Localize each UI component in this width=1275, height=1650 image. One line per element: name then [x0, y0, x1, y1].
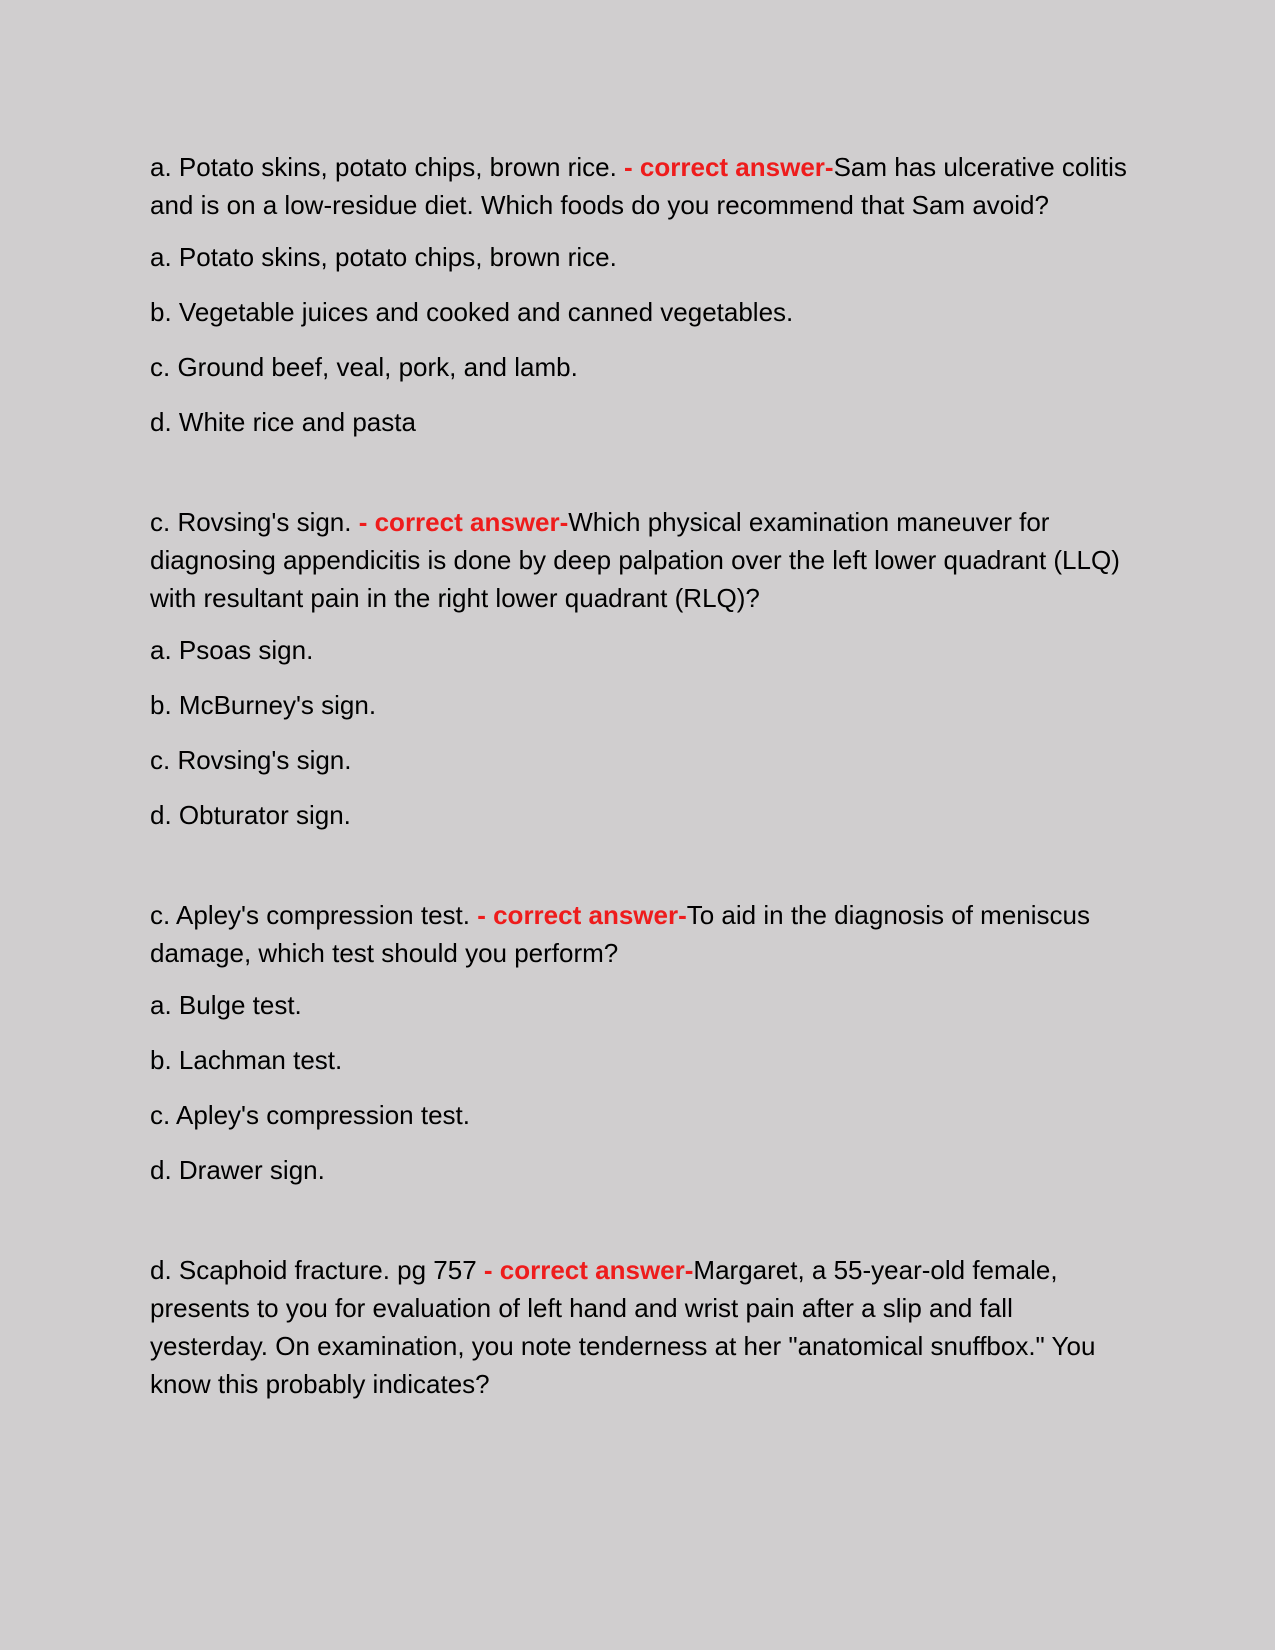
- option-b: b. Vegetable juices and cooked and canned vegetables.: [150, 297, 794, 327]
- correct-answer-marker: - correct answer-: [483, 1255, 694, 1285]
- question-block-2: [150, 503, 1130, 834]
- question-block-4: [150, 1251, 1130, 1403]
- option-a: a. Bulge test.: [150, 990, 302, 1020]
- option-a: a. Potato skins, potato chips, brown rice.: [150, 242, 617, 272]
- correct-answer-text: d. Scaphoid fracture. pg 757: [150, 1255, 484, 1285]
- question-text: Which physical examination maneuver for diagnosing appendicitis is done by deep palpation over the left lower quadrant (LLQ) with resultant pain in the right lower quadrant (RLQ)?: [150, 507, 1120, 613]
- correct-answer-text: c. Rovsing's sign.: [150, 507, 359, 537]
- option-b: b. McBurney's sign.: [150, 690, 377, 720]
- option-d: d. Obturator sign.: [150, 800, 351, 830]
- option-c: c. Apley's compression test.: [150, 1100, 470, 1130]
- correct-answer-marker: - correct answer-: [358, 507, 569, 537]
- question-text: Sam has ulcerative colitis and is on a low-residue diet. Which foods do you recommend that Sam avoid?: [150, 152, 1127, 220]
- option-c: c. Ground beef, veal, pork, and lamb.: [150, 352, 578, 382]
- option-a: a. Psoas sign.: [150, 635, 314, 665]
- question-stem: [150, 896, 1130, 972]
- question-stem: [150, 1251, 1130, 1403]
- correct-answer-text: a. Potato skins, potato chips, brown rice.: [150, 152, 625, 182]
- correct-answer-text: c. Apley's compression test.: [150, 900, 478, 930]
- question-stem: [150, 503, 1130, 617]
- option-d: d. Drawer sign.: [150, 1155, 325, 1185]
- option-c: c. Rovsing's sign.: [150, 745, 352, 775]
- document-page: [150, 148, 1130, 1465]
- question-text: Margaret, a 55-year-old female, presents to you for evaluation of left hand and wrist pain after a slip and fall yesterday. On examination, you note tenderness at her "anatomical snuffbox." You know this probably indicates?: [150, 1255, 1096, 1399]
- correct-answer-marker: - correct answer-: [624, 152, 834, 182]
- option-b: b. Lachman test.: [150, 1045, 343, 1075]
- question-block-1: [150, 148, 1130, 441]
- option-d: d. White rice and pasta: [150, 407, 416, 437]
- question-block-3: [150, 896, 1130, 1189]
- question-stem: [150, 148, 1130, 224]
- question-text: To aid in the diagnosis of meniscus damage, which test should you perform?: [150, 900, 1090, 968]
- correct-answer-marker: - correct answer-: [477, 900, 687, 930]
